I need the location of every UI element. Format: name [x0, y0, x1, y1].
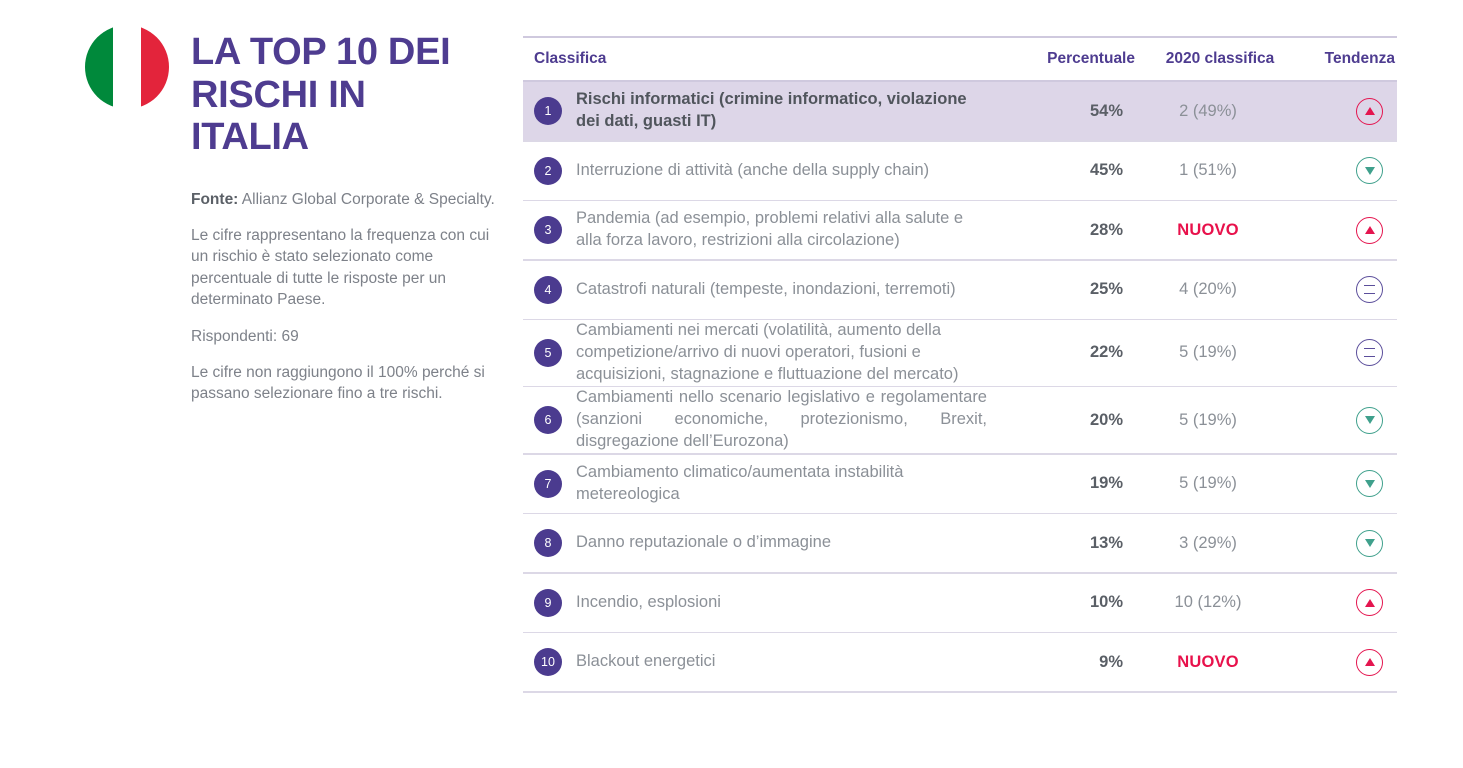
rank-badge: 6 — [534, 406, 562, 434]
page-title: LA TOP 10 DEI RISCHI IN ITALIA — [191, 31, 451, 159]
table-row[interactable] — [523, 142, 1397, 200]
methodology-note: Le cifre rappresentano la frequenza con cui un rischio è stato selezionato come percentuale di tutte le risposte per un determinato Paese. — [191, 227, 490, 309]
previous-rank-value: 4 (20%) — [1179, 280, 1237, 298]
risk-label: Catastrofi naturali (tempeste, inondazioni, terremoti) — [576, 279, 956, 298]
risk-label: Rischi informatici (crimine informatico, violazione dei dati, guasti IT) — [576, 90, 967, 130]
trend-cell — [1283, 649, 1397, 676]
risk-cell — [523, 208, 993, 252]
title-row — [85, 25, 505, 159]
trend-glyph — [1364, 285, 1375, 294]
trend-glyph — [1364, 348, 1375, 357]
italy-flag-icon — [85, 25, 169, 109]
trend-cell — [1283, 98, 1397, 125]
risk-label: Cambiamenti nello scenario legislativo e regolamentare (sanzioni economiche, protezionismo, Brexit, disgregazione dell’Eurozona) — [576, 388, 987, 451]
percentage-value: 45% — [1089, 161, 1123, 179]
rank-badge: 8 — [534, 529, 562, 557]
percentage-value: 10% — [1089, 593, 1123, 612]
risk-label: Cambiamenti nei mercati (volatilità, aumento della competizione/arrivo di nuovi operatori, fusioni e acquisizioni, stagnazione e fluttuazione del mercato) — [576, 321, 959, 383]
trend-glyph — [1365, 107, 1375, 115]
row-divider — [523, 691, 1397, 693]
source-value: Allianz Global Corporate & Specialty. — [238, 190, 495, 208]
previous-rank-value: 5 (19%) — [1179, 410, 1237, 429]
previous-rank-value: 2 (49%) — [1179, 101, 1237, 120]
trend-cell — [1283, 530, 1397, 557]
table-row[interactable] — [523, 455, 1397, 513]
previous-rank-value: 5 (19%) — [1179, 343, 1237, 362]
trend-glyph — [1365, 480, 1375, 488]
risk-label: Interruzione di attività (anche della supply chain) — [576, 160, 930, 179]
trend-glyph — [1365, 416, 1375, 424]
percentage-value: 28% — [1089, 220, 1123, 239]
percentage-value: 22% — [1089, 343, 1123, 362]
trend-cell — [1283, 276, 1397, 303]
table-row[interactable] — [523, 633, 1397, 691]
rank-badge: 10 — [534, 648, 562, 676]
trend-cell — [1283, 217, 1397, 244]
previous-rank-value: 1 (51%) — [1179, 161, 1237, 179]
arrow-up-icon — [1356, 589, 1383, 616]
trend-cell — [1283, 157, 1397, 184]
percentage-note: Le cifre non raggiungono il 100% perché si passano selezionare fino a tre rischi. — [191, 363, 485, 403]
column-header-previous: 2020 classifica — [1165, 50, 1275, 67]
risk-cell — [523, 157, 993, 185]
previous-rank-value: 10 (12%) — [1174, 593, 1242, 612]
risk-cell — [523, 387, 993, 453]
risk-ranking-table — [523, 36, 1397, 693]
trend-glyph — [1365, 167, 1375, 175]
trend-cell — [1283, 339, 1397, 366]
percentage-value: 13% — [1089, 533, 1123, 552]
table-row[interactable] — [523, 201, 1397, 259]
new-entry-badge: NUOVO — [1177, 652, 1239, 671]
column-header-trend: Tendenza — [1324, 50, 1395, 67]
rank-badge: 1 — [534, 97, 562, 125]
table-row[interactable] — [523, 82, 1397, 140]
risk-cell — [523, 462, 993, 506]
risk-cell — [523, 320, 993, 386]
arrow-down-icon — [1356, 470, 1383, 497]
percentage-value: 9% — [1099, 652, 1123, 671]
trend-glyph — [1365, 226, 1375, 234]
risk-cell — [523, 89, 993, 133]
risk-label: Blackout energetici — [576, 652, 716, 671]
trend-glyph — [1365, 599, 1375, 607]
trend-cell — [1283, 589, 1397, 616]
percentage-value: 54% — [1089, 101, 1123, 120]
arrow-up-icon — [1356, 217, 1383, 244]
rank-badge: 5 — [534, 339, 562, 367]
risk-cell — [523, 529, 993, 557]
previous-rank-value: 5 (19%) — [1179, 474, 1237, 493]
table-row[interactable] — [523, 320, 1397, 386]
column-header-percentage: Percentuale — [1047, 50, 1135, 67]
risk-label: Incendio, esplosioni — [576, 592, 721, 611]
table-row[interactable] — [523, 261, 1397, 319]
column-header-rank: Classifica — [534, 50, 607, 67]
rank-badge: 7 — [534, 470, 562, 498]
source-label: Fonte: — [191, 190, 239, 208]
trend-cell — [1283, 407, 1397, 434]
rank-badge: 9 — [534, 589, 562, 617]
source-notes — [191, 189, 503, 405]
risk-label: Danno reputazionale o d’immagine — [576, 533, 831, 552]
arrow-down-icon — [1356, 157, 1383, 184]
arrow-down-icon — [1356, 407, 1383, 434]
table-row[interactable] — [523, 514, 1397, 572]
respondents-note: Rispondenti: 69 — [191, 327, 299, 345]
risk-cell — [523, 648, 993, 676]
arrow-up-icon — [1356, 98, 1383, 125]
trend-glyph — [1365, 658, 1375, 666]
equals-icon — [1356, 339, 1383, 366]
risk-label: Pandemia (ad esempio, problemi relativi alla salute e alla forza lavoro, restrizioni alla circolazione) — [576, 209, 964, 249]
table-row[interactable] — [523, 387, 1397, 453]
risk-cell — [523, 589, 993, 617]
percentage-value: 25% — [1089, 280, 1123, 298]
trend-glyph — [1365, 539, 1375, 547]
new-entry-badge: NUOVO — [1177, 220, 1239, 239]
table-header-row — [523, 38, 1397, 80]
rank-badge: 2 — [534, 157, 562, 185]
arrow-down-icon — [1356, 530, 1383, 557]
risk-cell — [523, 276, 993, 304]
left-panel — [85, 25, 505, 405]
percentage-value: 19% — [1089, 474, 1123, 493]
table-body — [523, 82, 1397, 693]
percentage-value: 20% — [1089, 410, 1123, 429]
previous-rank-value: 3 (29%) — [1179, 533, 1237, 552]
arrow-up-icon — [1356, 649, 1383, 676]
rank-badge: 3 — [534, 216, 562, 244]
table-row[interactable] — [523, 574, 1397, 632]
trend-cell — [1283, 470, 1397, 497]
rank-badge: 4 — [534, 276, 562, 304]
equals-icon — [1356, 276, 1383, 303]
risk-label: Cambiamento climatico/aumentata instabilità metereologica — [576, 462, 904, 503]
source-line — [191, 189, 503, 210]
